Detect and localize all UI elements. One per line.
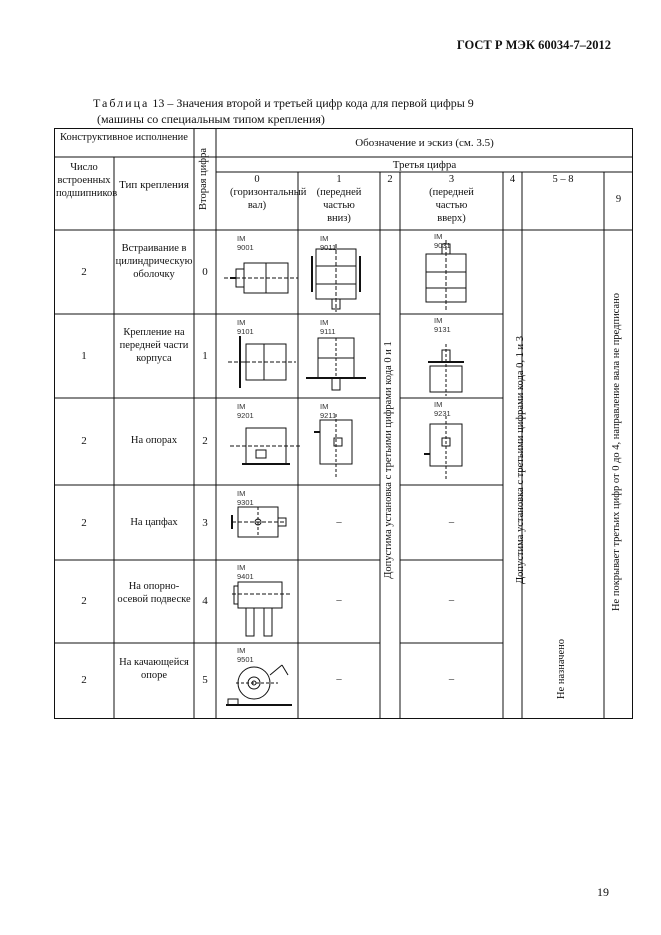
caption-title: – Значения второй и третьей цифр кода для первой цифры 9: [167, 96, 474, 110]
row-1-sketches: [216, 314, 503, 398]
row-2-mount: На опорах: [130, 435, 178, 446]
row-5-im0-label: IM 9501: [237, 646, 254, 664]
row-1-im3-label: IM 9131: [434, 316, 451, 334]
row-2-sketches: [216, 398, 503, 485]
row-1-mount: Крепление на передней части корпуса: [119, 327, 189, 364]
caption-subtitle: (машины со специальным типом крепления): [97, 112, 325, 126]
caption-label: Таблица: [93, 96, 150, 110]
page-number: 19: [597, 885, 609, 899]
row-1-im1-label: IM 9111: [320, 318, 336, 336]
row-4-im3: –: [448, 595, 455, 606]
col-digit-3: [400, 173, 503, 225]
row-2-im1-label: IM 9211: [320, 402, 337, 420]
row-4-bearings: 2: [81, 595, 87, 607]
row-3-im3: –: [448, 517, 455, 528]
document-code: ГОСТ Р МЭК 60034-7–2012: [456, 38, 611, 52]
col-digit-3-desc: (передней частью вверх): [429, 187, 474, 224]
caption-number: 13: [152, 96, 165, 110]
row-4-im1: –: [336, 595, 342, 606]
row-5-mount: На качающейся опоре: [119, 657, 189, 681]
row-3-bearings: 2: [81, 517, 87, 529]
header-third-digit: Третья цифра: [392, 159, 457, 171]
row-2-bearings: 2: [81, 435, 87, 447]
header-second-digit: Вторая цифра: [198, 147, 209, 211]
col-digit-1: [298, 173, 380, 225]
row-1-bearings: 1: [81, 350, 87, 362]
row-3-mount: На цапфах: [130, 517, 178, 528]
header-construct: Конструктивное исполнение: [60, 132, 188, 143]
row-5-second: 5: [202, 674, 208, 686]
row-0-im3-label: IM 9031: [434, 232, 451, 250]
col-digit-5-8: 5 – 8: [552, 174, 574, 185]
row-5-sketch: [216, 643, 298, 718]
row-5-im1: –: [336, 674, 342, 685]
col-digit-0-desc: (горизонтальный вал): [230, 187, 307, 211]
row-0-im0-label: IM 9001: [237, 234, 254, 252]
row-0-bearings: 2: [81, 266, 87, 278]
header-mount: Тип крепления: [119, 179, 189, 191]
table-caption: [93, 96, 474, 111]
row-0-im1-label: IM 9011: [320, 234, 337, 252]
row-3-im1: –: [336, 517, 342, 528]
row-4-second: 4: [202, 595, 208, 607]
col-digit-9: 9: [615, 194, 622, 205]
col9-note: Не покрывает третьих цифр от 0 до 4, направление вала не предписано: [611, 292, 622, 612]
col-digit-0: [216, 173, 307, 212]
col-digit-1-num: 1: [336, 174, 342, 185]
col2-note: Допустима установка с третьими цифрами кода 0 и 1: [383, 341, 394, 579]
row-0-second: 0: [202, 266, 208, 278]
row-0-sketches: [216, 230, 503, 314]
col-digit-4: 4: [509, 174, 516, 185]
header-designation: Обозначение и эскиз (см. 3.5): [355, 137, 494, 149]
row-3-im0-label: IM 9301: [237, 489, 254, 507]
row-5-im3: –: [448, 674, 455, 685]
row-3-second: 3: [202, 517, 208, 529]
col58-note: Не назначено: [556, 639, 567, 699]
header-bearings: Число встроенных подшипников: [56, 162, 118, 199]
row-0-mount: Встраивание в цилиндрическую оболочку: [115, 243, 193, 280]
row-4-sketch: [216, 560, 298, 643]
col4-note: Допустима установка с третьими цифрами кода 0, 1 и 3: [515, 336, 526, 585]
col-digit-1-desc: (передней частью вниз): [316, 187, 362, 224]
col-digit-0-num: 0: [254, 174, 260, 185]
row-2-im0-label: IM 9201: [237, 402, 254, 420]
row-2-second: 2: [202, 435, 208, 447]
row-3-sketch: [216, 485, 298, 560]
row-2-im3-label: IM 9231: [434, 400, 451, 418]
row-4-mount: На опорно-осевой подвеске: [117, 581, 191, 605]
col-digit-2: 2: [387, 174, 393, 185]
row-5-bearings: 2: [81, 674, 87, 686]
row-1-im0-label: IM 9101: [237, 318, 254, 336]
row-1-second: 1: [202, 350, 208, 362]
row-4-im0-label: IM 9401: [237, 563, 254, 581]
col-digit-3-num: 3: [448, 174, 455, 185]
